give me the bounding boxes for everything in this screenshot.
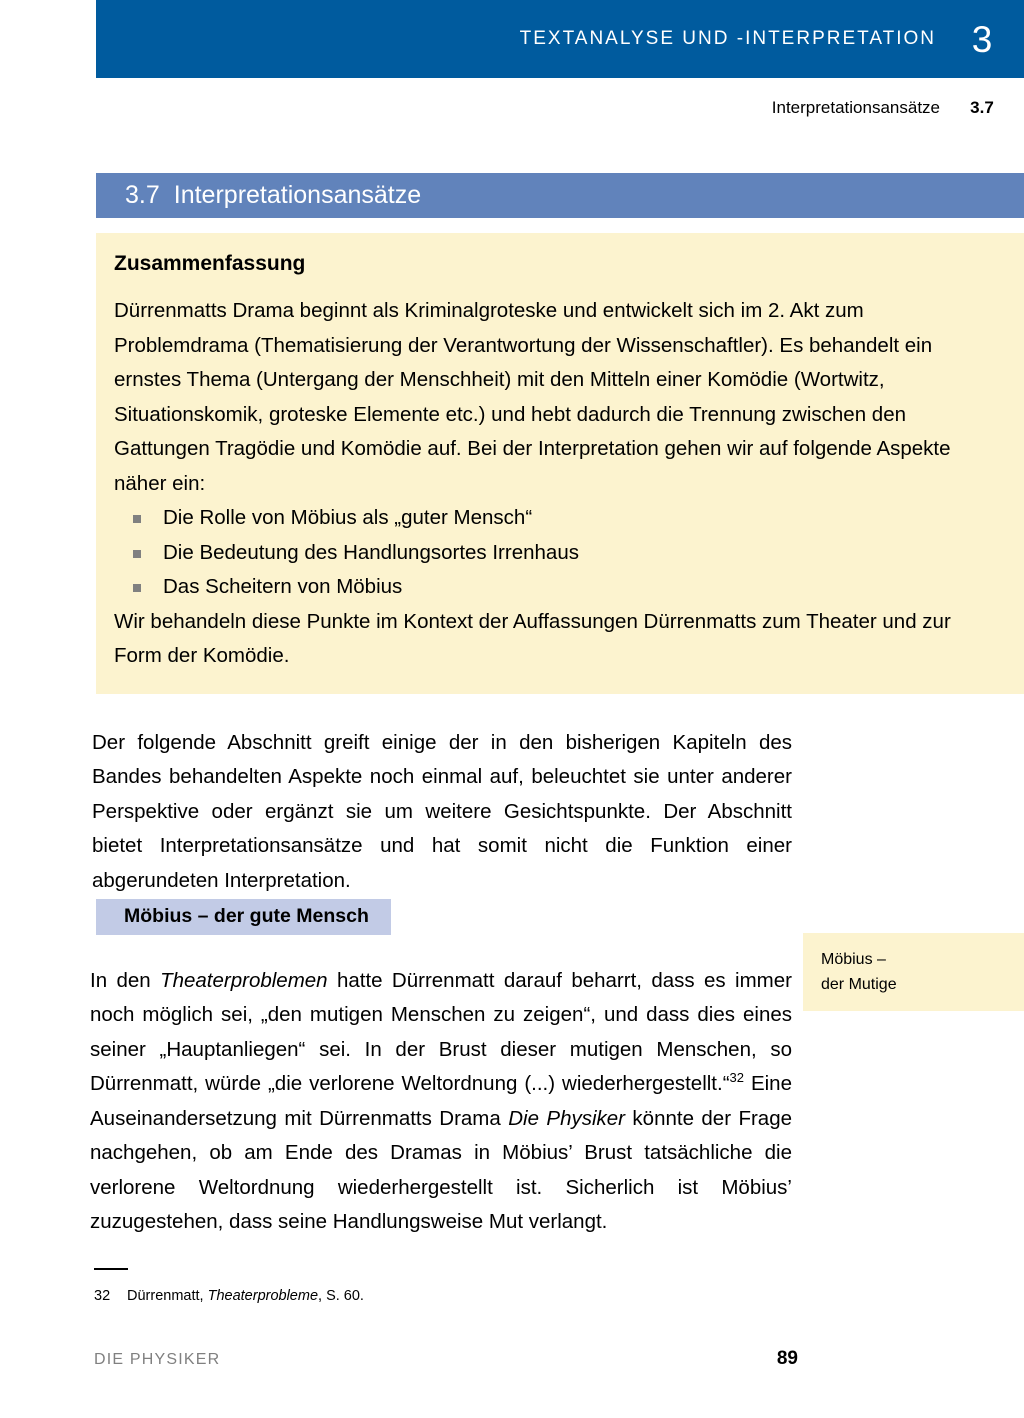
- footnote-number: 32: [94, 1288, 111, 1304]
- margin-note-line-1: Möbius –: [821, 951, 886, 968]
- footnote-reference: 32: [729, 1070, 744, 1086]
- running-head-number: 3.7: [970, 98, 994, 117]
- summary-bullet-list: [114, 501, 984, 605]
- margin-note-line-2: der Mutige: [821, 976, 897, 993]
- square-bullet-icon: [133, 550, 141, 558]
- summary-closing-paragraph: Wir behandeln diese Punkte im Kontext der Auffassungen Dürrenmatts zum Theater und zur Form der Komödie.: [114, 609, 951, 668]
- page-footer: [94, 1348, 798, 1370]
- footnote-title: Theaterprobleme: [207, 1288, 319, 1304]
- list-item: [114, 536, 984, 571]
- work-title-theaterproblemen: Theaterproblemen: [160, 968, 328, 992]
- subsection-text-2: hatte Dürrenmatt darauf beharrt, dass es immer noch möglich sei, „den mutigen Menschen zu zeigen“, und dass dies eines seiner „Hauptanliegen“ sei. In der Brust dieser mutigen Menschen, so Dürrenmatt, würde „die verlorene Weltordnung (...) wiederhergestellt.“: [90, 968, 792, 1095]
- list-item-label: Die Rolle von Möbius als „guter Mensch“: [163, 506, 533, 530]
- section-number: 3.7: [125, 181, 160, 209]
- footnote-separator-rule: [94, 1268, 128, 1270]
- subsection-text-4: könnte der Frage nachgehen, ob am Ende des Dramas in Möbius’ Brust tatsächliche die verlorene Weltordnung wiederhergestellt ist. Sicherlich ist Möbius’ zuzugestehen, dass seine Handlungsweise Mut verlangt.: [90, 1106, 793, 1233]
- chapter-banner: [96, 0, 1024, 78]
- page-number: 89: [776, 1348, 798, 1369]
- footnote-reference: , S. 60.: [318, 1288, 364, 1304]
- list-item-label: Das Scheitern von Möbius: [163, 575, 403, 599]
- list-item-label: Die Bedeutung des Handlungsortes Irrenhaus: [163, 540, 579, 564]
- subsection-heading: Möbius – der gute Mensch: [96, 899, 391, 935]
- subsection-text-1: In den: [90, 968, 161, 992]
- footnote: [94, 1286, 734, 1307]
- list-item: [114, 501, 984, 536]
- chapter-banner-title: TEXTANALYSE UND -INTERPRETATION: [519, 28, 936, 49]
- summary-heading: Zusammenfassung: [114, 252, 306, 275]
- summary-paragraph: Dürrenmatts Drama beginnt als Kriminalgroteske und entwickelt sich im 2. Akt zum Problemdrama (Thematisierung der Verantwortung der Wissenschaftler). Es behandelt ein ernstes Thema (Untergang der Menschheit) mit den Mitteln einer Komödie (Wortwitz, Situationskomik, groteske Elemente etc.) und hebt dadurch die Trennung zwischen den Gattungen Tragödie und Komödie auf. Bei der Interpretation gehen wir auf folgende Aspekte näher ein:: [114, 299, 951, 495]
- running-head: [96, 98, 1024, 118]
- square-bullet-icon: [133, 584, 141, 592]
- section-title-bar: [96, 173, 1024, 218]
- section-title: Interpretationsansätze: [173, 181, 422, 209]
- margin-note: [803, 933, 1024, 1011]
- intro-paragraph: Der folgende Abschnitt greift einige der in den bisherigen Kapiteln des Bandes behandelten Aspekte noch einmal auf, beleuchtet sie unter anderer Perspektive oder ergänzt sie um weitere Gesichtspunkte. Der Abschnitt bietet Interpretationsansätze und hat somit nicht die Funktion einer abgerundeten Interpretation.: [92, 730, 792, 892]
- subsection-text-3: Eine Auseinandersetzung mit Dürrenmatts Drama: [90, 1072, 792, 1130]
- footnote-author: Dürrenmatt,: [127, 1288, 208, 1304]
- work-title-die-physiker: Die Physiker: [508, 1106, 626, 1130]
- summary-box: [96, 233, 1024, 694]
- chapter-number: 3: [971, 18, 993, 60]
- footer-book-title: DIE PHYSIKER: [94, 1351, 221, 1368]
- list-item: [114, 570, 984, 605]
- square-bullet-icon: [133, 515, 141, 523]
- subsection-body: [90, 964, 792, 1240]
- running-head-label: Interpretationsansätze: [771, 98, 940, 117]
